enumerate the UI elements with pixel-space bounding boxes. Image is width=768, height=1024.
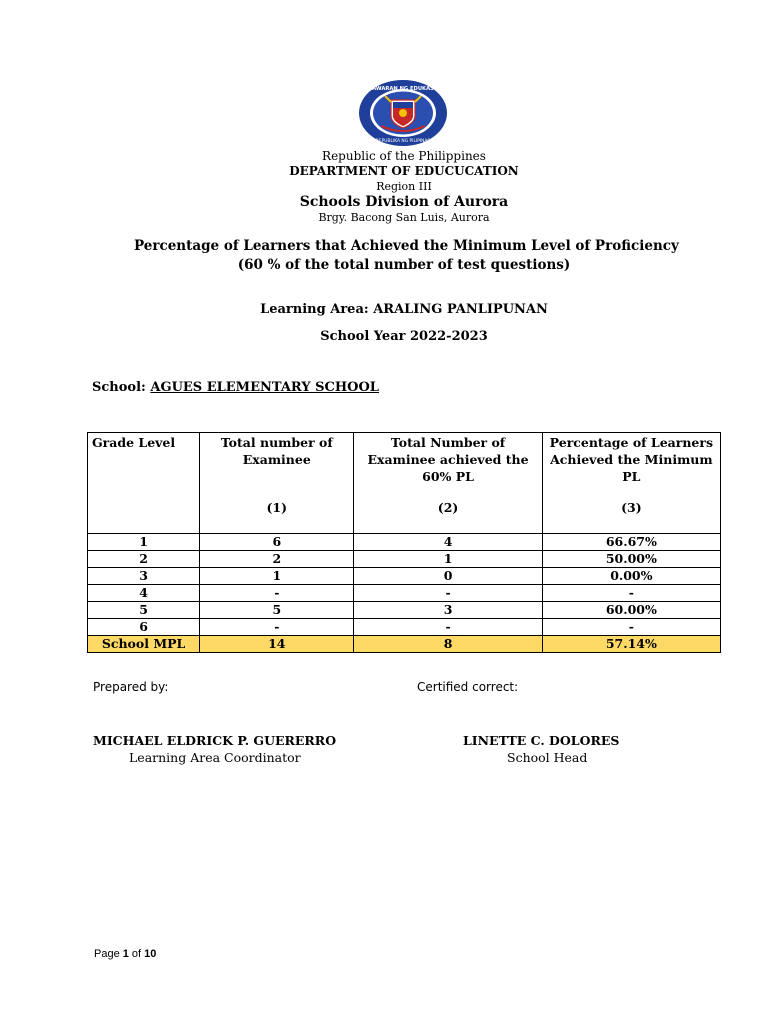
- school-label: School:: [92, 380, 151, 395]
- achieved-cell: 4: [354, 534, 542, 551]
- school-line: [92, 380, 379, 395]
- examinee-cell: 2: [200, 551, 354, 568]
- page-prefix: Page: [94, 948, 123, 960]
- percentage-cell: 0.00%: [542, 568, 720, 585]
- header-number: (1): [266, 500, 288, 515]
- deped-seal-logo: [357, 78, 449, 148]
- achieved-cell: -: [354, 585, 542, 602]
- percentage-cell: -: [542, 619, 720, 636]
- table-row: [88, 585, 721, 602]
- seal-text-top: KAGAWARAN NG EDUKASYON: [359, 86, 447, 92]
- header-total-examinee: [200, 433, 354, 534]
- table-header-row: [88, 433, 721, 534]
- grade-cell: 6: [88, 619, 200, 636]
- prepared-by-name: MICHAEL ELDRICK P. GUERERRO: [93, 733, 337, 748]
- table-row: [88, 534, 721, 551]
- page-current: 1: [122, 948, 129, 960]
- header-grade-level: [88, 433, 200, 534]
- table-row: [88, 568, 721, 585]
- region-text: Region III: [376, 180, 432, 193]
- seal-text-bottom: REPUBLIKA NG PILIPINAS: [375, 139, 431, 144]
- grade-cell: 3: [88, 568, 200, 585]
- total-examinee-cell: 14: [200, 636, 354, 653]
- page-number: [94, 948, 156, 960]
- total-label-cell: School MPL: [88, 636, 200, 653]
- learning-area: Learning Area: ARALING PANLIPUNAN: [260, 302, 548, 317]
- achieved-cell: -: [354, 619, 542, 636]
- examinee-cell: 6: [200, 534, 354, 551]
- examinee-cell: 1: [200, 568, 354, 585]
- prepared-by-label: Prepared by:: [93, 680, 169, 694]
- school-mpl-row: [88, 636, 721, 653]
- header-label: Total number of Examinee: [220, 435, 333, 467]
- certified-by-role: School Head: [507, 750, 588, 765]
- examinee-cell: -: [200, 619, 354, 636]
- examinee-cell: -: [200, 585, 354, 602]
- header-number: (2): [437, 500, 459, 515]
- header-percentage: [542, 433, 720, 534]
- division-address: Brgy. Bacong San Luis, Aurora: [318, 211, 490, 224]
- grade-cell: 5: [88, 602, 200, 619]
- division-name: Schools Division of Aurora: [299, 194, 509, 210]
- grade-cell: 4: [88, 585, 200, 602]
- header-achieved-60: [354, 433, 542, 534]
- certified-by-name: LINETTE C. DOLORES: [463, 733, 620, 748]
- total-achieved-cell: 8: [354, 636, 542, 653]
- achieved-cell: 1: [354, 551, 542, 568]
- header-label: Grade Level: [92, 435, 176, 450]
- table-row: [88, 619, 721, 636]
- achieved-cell: 0: [354, 568, 542, 585]
- school-year: School Year 2022-2023: [320, 329, 488, 344]
- total-percentage-cell: 57.14%: [542, 636, 720, 653]
- department-name: DEPARTMENT OF EDUCUCATION: [289, 164, 519, 178]
- grade-cell: 2: [88, 551, 200, 568]
- certified-correct-label: Certified correct:: [417, 680, 519, 694]
- grade-cell: 1: [88, 534, 200, 551]
- mpl-table: [87, 432, 721, 653]
- header-label: Percentage of Learners Achieved the Minimum PL: [549, 435, 714, 484]
- achieved-cell: 3: [354, 602, 542, 619]
- page-total: 10: [144, 948, 157, 960]
- header-number: (3): [621, 500, 642, 515]
- percentage-cell: 50.00%: [542, 551, 720, 568]
- document-title: Percentage of Learners that Achieved the Minimum Level of Proficiency: [134, 238, 679, 254]
- examinee-cell: 5: [200, 602, 354, 619]
- percentage-cell: -: [542, 585, 720, 602]
- percentage-cell: 60.00%: [542, 602, 720, 619]
- percentage-cell: 66.67%: [542, 534, 720, 551]
- table-row: [88, 551, 721, 568]
- prepared-by-role: Learning Area Coordinator: [129, 750, 301, 765]
- school-name: AGUES ELEMENTARY SCHOOL: [150, 380, 379, 395]
- document-subtitle: (60 % of the total number of test questions): [237, 257, 571, 273]
- page-of: of: [128, 948, 145, 960]
- republic-text: Republic of the Philippines: [322, 149, 486, 163]
- header-label: Total Number of Examinee achieved the 60% PL: [367, 435, 529, 484]
- table-row: [88, 602, 721, 619]
